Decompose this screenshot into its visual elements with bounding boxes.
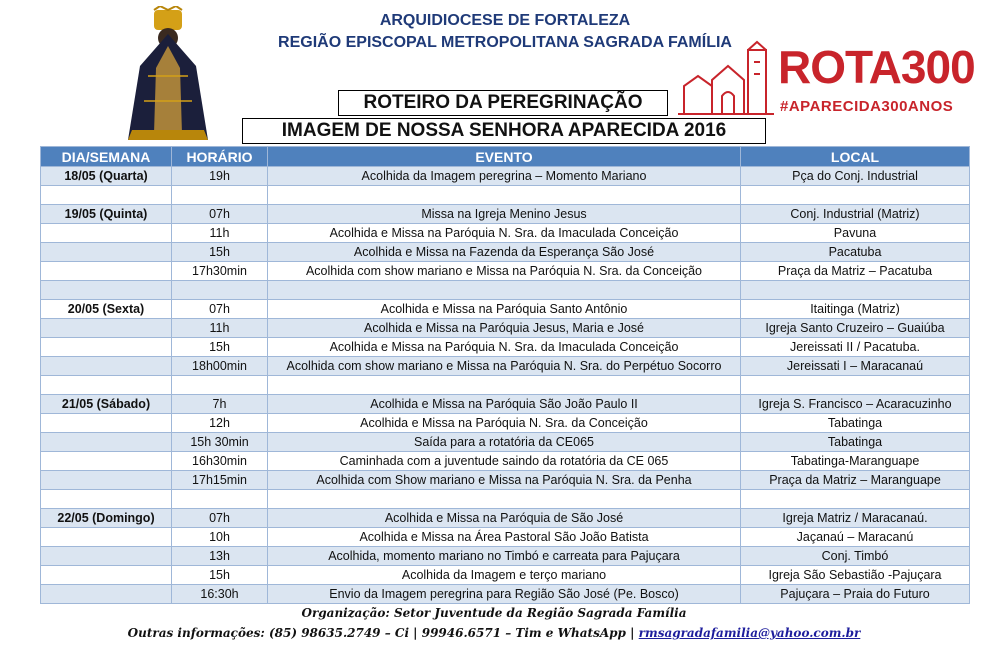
cell-place: Igreja Matriz / Maracanaú.: [741, 509, 970, 528]
cell-time: 19h: [172, 167, 268, 186]
table-row: [41, 205, 970, 224]
cell-time: [172, 376, 268, 395]
footer-organization: Organização: Setor Juventude da Região Sagrada Família: [301, 606, 687, 620]
cell-time: 17h15min: [172, 471, 268, 490]
cell-time: 17h30min: [172, 262, 268, 281]
table-row: [41, 395, 970, 414]
table-row: [41, 376, 970, 395]
cell-time: 15h: [172, 338, 268, 357]
cell-event: Acolhida e Missa na Paróquia N. Sra. da Imaculada Conceição: [268, 224, 741, 243]
cell-time: 12h: [172, 414, 268, 433]
cell-event: Acolhida da Imagem peregrina – Momento Mariano: [268, 167, 741, 186]
cell-event: Acolhida com Show mariano e Missa na Paróquia N. Sra. da Penha: [268, 471, 741, 490]
cell-day: 20/05 (Sexta): [41, 300, 172, 319]
cell-day: [41, 376, 172, 395]
cell-day: 19/05 (Quinta): [41, 205, 172, 224]
cell-place: Pça do Conj. Industrial: [741, 167, 970, 186]
cell-time: 15h: [172, 243, 268, 262]
cell-day: [41, 433, 172, 452]
cell-event: [268, 490, 741, 509]
cell-time: 16:30h: [172, 585, 268, 604]
footer-contact: Outras informações: (85) 98635.2749 – Ci | 99946.6571 – Tim e WhatsApp |: [127, 626, 635, 640]
cell-place: Pajuçara – Praia do Futuro: [741, 585, 970, 604]
cell-day: 18/05 (Quarta): [41, 167, 172, 186]
cell-event: [268, 186, 741, 205]
cell-place: Conj. Industrial (Matriz): [741, 205, 970, 224]
cell-place: Igreja Santo Cruzeiro – Guaiúba: [741, 319, 970, 338]
table-row: [41, 224, 970, 243]
cell-day: [41, 490, 172, 509]
cell-day: [41, 471, 172, 490]
table-row: [41, 186, 970, 205]
table-row: [41, 357, 970, 376]
cell-place: Pacatuba: [741, 243, 970, 262]
cell-place: Conj. Timbó: [741, 547, 970, 566]
cell-day: [41, 452, 172, 471]
cell-event: Acolhida, momento mariano no Timbó e carreata para Pajuçara: [268, 547, 741, 566]
cell-event: Acolhida e Missa na Paróquia Jesus, Maria e José: [268, 319, 741, 338]
table-row: [41, 262, 970, 281]
table-row: [41, 167, 970, 186]
table-row: [41, 452, 970, 471]
cell-place: Igreja S. Francisco – Acaracuzinho: [741, 395, 970, 414]
cell-event: Acolhida e Missa na Paróquia São João Paulo II: [268, 395, 741, 414]
cell-place: [741, 490, 970, 509]
cell-place: Tabatinga: [741, 433, 970, 452]
rota300-tagline: #APARECIDA300ANOS: [780, 98, 954, 115]
cell-time: 07h: [172, 300, 268, 319]
table-row: [41, 566, 970, 585]
cell-day: 22/05 (Domingo): [41, 509, 172, 528]
cell-place: [741, 281, 970, 300]
cell-place: Pavuna: [741, 224, 970, 243]
cell-day: [41, 338, 172, 357]
table-row: [41, 319, 970, 338]
org-line-2: REGIÃO EPISCOPAL METROPOLITANA SAGRADA FAMÍLIA: [278, 34, 732, 51]
table-row: [41, 338, 970, 357]
cell-place: Itaitinga (Matriz): [741, 300, 970, 319]
cell-day: [41, 319, 172, 338]
cell-time: 7h: [172, 395, 268, 414]
table-header-row: [41, 147, 970, 167]
cell-day: [41, 357, 172, 376]
cell-place: [741, 376, 970, 395]
cell-day: 21/05 (Sábado): [41, 395, 172, 414]
cell-time: 07h: [172, 205, 268, 224]
header-event: EVENTO: [268, 147, 741, 167]
table-row: [41, 281, 970, 300]
cell-time: 11h: [172, 319, 268, 338]
schedule-table: [40, 146, 970, 604]
cell-event: Acolhida com show mariano e Missa na Paróquia N. Sra. do Perpétuo Socorro: [268, 357, 741, 376]
table-row: [41, 585, 970, 604]
cell-time: [172, 186, 268, 205]
cell-event: [268, 281, 741, 300]
cell-time: 13h: [172, 547, 268, 566]
header-place: LOCAL: [741, 147, 970, 167]
header-day: DIA/SEMANA: [41, 147, 172, 167]
cell-time: [172, 490, 268, 509]
cell-place: Jereissati II / Pacatuba.: [741, 338, 970, 357]
cell-day: [41, 186, 172, 205]
cell-place: Jereissati I – Maracanaú: [741, 357, 970, 376]
rota300-logo: [676, 38, 976, 122]
cell-day: [41, 585, 172, 604]
cell-time: 10h: [172, 528, 268, 547]
cell-time: 15h 30min: [172, 433, 268, 452]
title-line-1: ROTEIRO DA PEREGRINAÇÃO: [338, 90, 668, 116]
cell-day: [41, 281, 172, 300]
table-row: [41, 414, 970, 433]
cell-place: [741, 186, 970, 205]
cell-time: 07h: [172, 509, 268, 528]
cell-event: Caminhada com a juventude saindo da rotatória da CE 065: [268, 452, 741, 471]
table-row: [41, 528, 970, 547]
cell-event: Envio da Imagem peregrina para Região São José (Pe. Bosco): [268, 585, 741, 604]
cell-time: [172, 281, 268, 300]
cell-day: [41, 528, 172, 547]
table-row: [41, 243, 970, 262]
org-line-1: ARQUIDIOCESE DE FORTALEZA: [379, 12, 631, 29]
cell-event: Acolhida e Missa na Paróquia N. Sra. da Conceição: [268, 414, 741, 433]
cell-place: Praça da Matriz – Pacatuba: [741, 262, 970, 281]
cell-time: 15h: [172, 566, 268, 585]
cell-time: 11h: [172, 224, 268, 243]
cell-event: Acolhida e Missa na Fazenda da Esperança São José: [268, 243, 741, 262]
cell-event: Acolhida e Missa na Paróquia Santo Antônio: [268, 300, 741, 319]
schedule-body: [41, 167, 970, 604]
cell-event: Acolhida e Missa na Área Pastoral São João Batista: [268, 528, 741, 547]
cell-event: Saída para a rotatória da CE065: [268, 433, 741, 452]
footer-email-link[interactable]: rmsagradafamilia@yahoo.com.br: [638, 626, 861, 640]
cell-event: Acolhida e Missa na Paróquia N. Sra. da Imaculada Conceição: [268, 338, 741, 357]
footer-contact-line: [0, 626, 988, 640]
table-row: [41, 471, 970, 490]
cell-place: Tabatinga: [741, 414, 970, 433]
aparecida-statue-icon: [118, 6, 218, 144]
table-row: [41, 490, 970, 509]
table-row: [41, 509, 970, 528]
cell-event: Acolhida com show mariano e Missa na Paróquia N. Sra. da Conceição: [268, 262, 741, 281]
cell-time: 16h30min: [172, 452, 268, 471]
cell-place: Igreja São Sebastião -Pajuçara: [741, 566, 970, 585]
table-row: [41, 300, 970, 319]
rota300-word: ROTA300: [778, 41, 975, 93]
cell-day: [41, 414, 172, 433]
cell-event: Missa na Igreja Menino Jesus: [268, 205, 741, 224]
table-row: [41, 433, 970, 452]
church-icon: [676, 40, 776, 120]
cell-day: [41, 262, 172, 281]
cell-day: [41, 547, 172, 566]
table-row: [41, 547, 970, 566]
cell-day: [41, 224, 172, 243]
cell-event: Acolhida e Missa na Paróquia de São José: [268, 509, 741, 528]
cell-event: Acolhida da Imagem e terço mariano: [268, 566, 741, 585]
cell-place: Jaçanaú – Maracanú: [741, 528, 970, 547]
header-time: HORÁRIO: [172, 147, 268, 167]
cell-time: 18h00min: [172, 357, 268, 376]
cell-day: [41, 243, 172, 262]
cell-place: Praça da Matriz – Maranguape: [741, 471, 970, 490]
title-line-2: IMAGEM DE NOSSA SENHORA APARECIDA 2016: [242, 118, 766, 144]
cell-day: [41, 566, 172, 585]
cell-place: Tabatinga-Maranguape: [741, 452, 970, 471]
cell-event: [268, 376, 741, 395]
